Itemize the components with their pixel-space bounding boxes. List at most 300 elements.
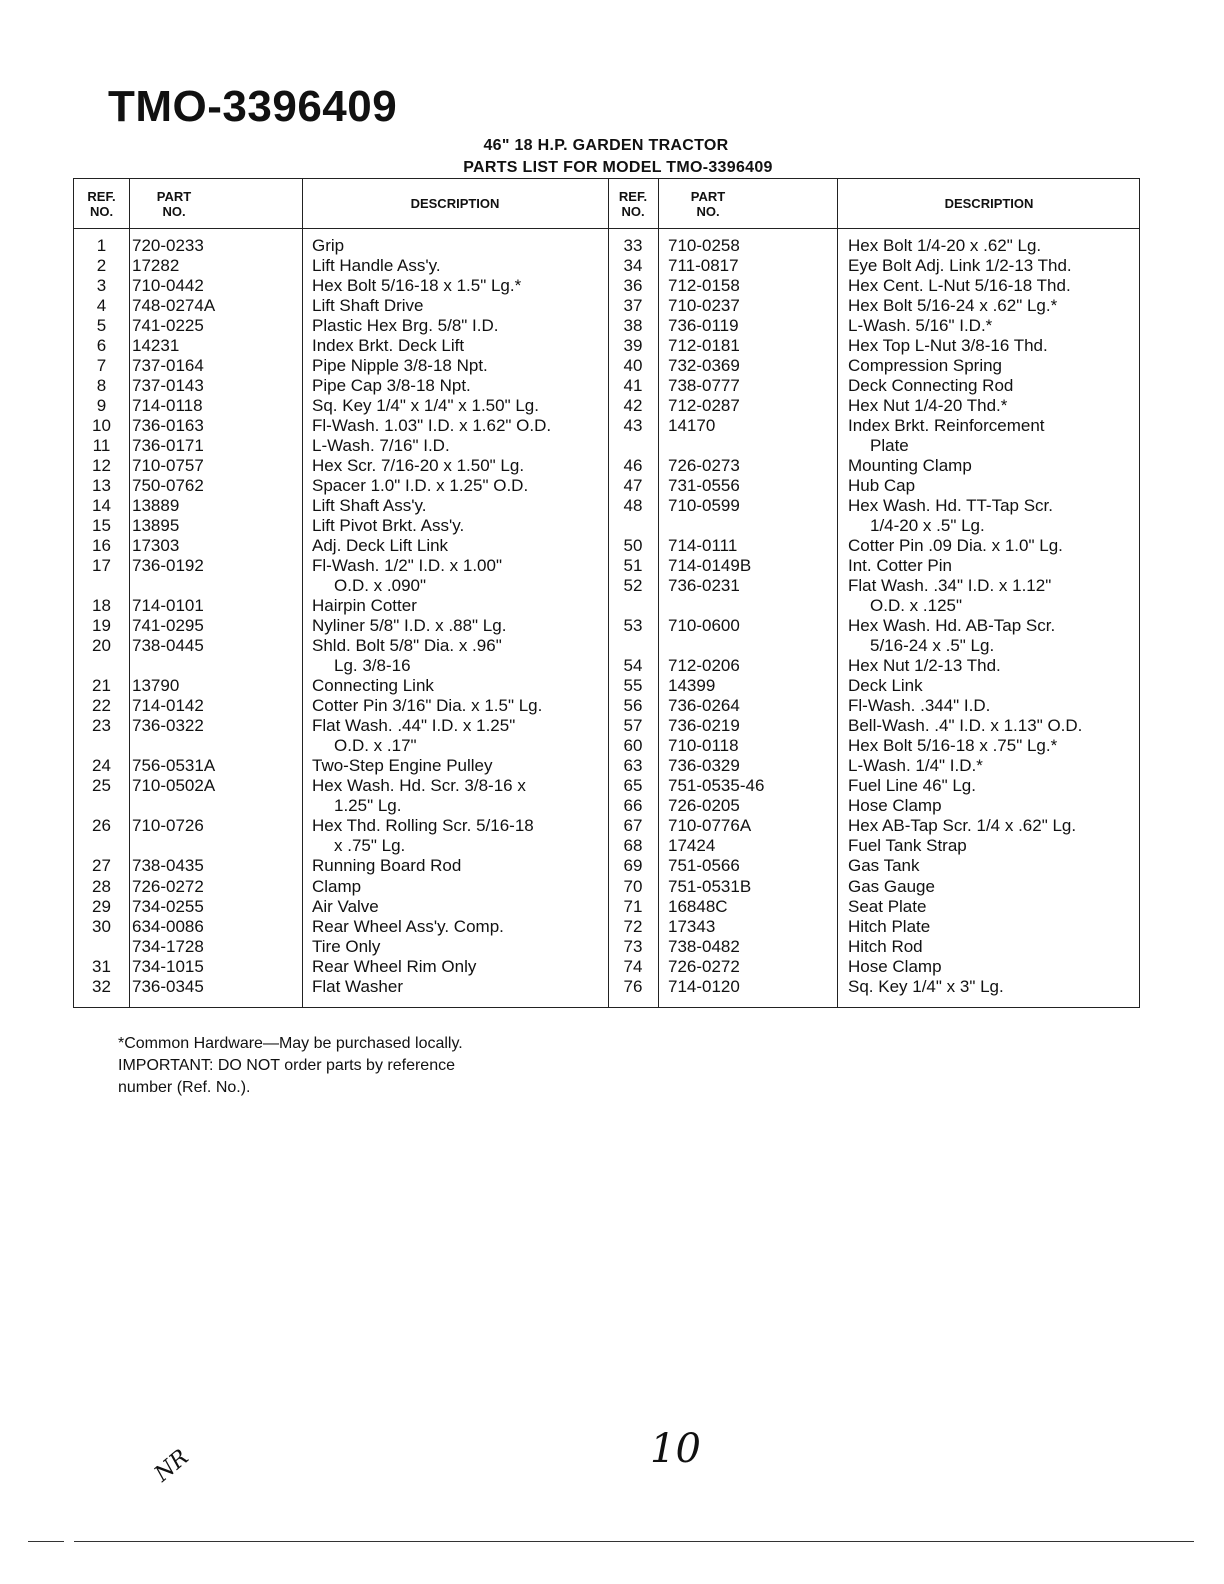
ref-number: 12: [92, 456, 111, 476]
part-description: Hitch Rod: [848, 936, 923, 956]
ref-number: 11: [92, 436, 111, 456]
ref-number: 27: [92, 856, 111, 876]
part-description: Lift Pivot Brkt. Ass'y.: [312, 516, 465, 536]
ref-number: 50: [623, 536, 643, 556]
part-number: 17303: [132, 536, 180, 556]
part-description: Gas Gauge: [848, 876, 935, 896]
right-parts-column: [608, 236, 1141, 997]
ref-number: 18: [92, 596, 111, 616]
part-description: Hex Scr. 7/16-20 x 1.50" Lg.: [312, 456, 525, 476]
table-row: [608, 776, 1141, 796]
page-number: 10: [650, 1426, 701, 1472]
part-description: Cotter Pin .09 Dia. x 1.0" Lg.: [848, 536, 1063, 556]
part-description: Deck Link: [848, 676, 923, 696]
ref-number: 34: [623, 256, 643, 276]
part-number: 13790: [132, 676, 180, 696]
table-row: [608, 476, 1141, 496]
part-description: Hitch Plate: [848, 916, 931, 936]
table-row: [74, 917, 608, 937]
bottom-rule: [28, 1541, 64, 1542]
table-row: [608, 416, 1141, 436]
ref-number: 4: [96, 296, 107, 316]
part-number: 14399: [668, 676, 716, 696]
part-description: Flat Wash. .34" I.D. x 1.12": [848, 576, 1052, 596]
table-row: [608, 977, 1141, 997]
table-row: [608, 917, 1141, 937]
table-row: [74, 536, 608, 556]
table-row: [608, 236, 1141, 256]
part-number: 17343: [668, 916, 716, 936]
table-row: [608, 676, 1141, 696]
ref-number: 32: [92, 976, 111, 996]
ref-number: 55: [623, 676, 643, 696]
table-row: [74, 416, 608, 436]
table-row: [608, 937, 1141, 957]
table-row: [608, 356, 1141, 376]
table-row: [74, 937, 608, 957]
part-description: Flat Washer: [312, 976, 404, 996]
part-description: Compression Spring: [848, 356, 1003, 376]
part-description: Hex Nut 1/2-13 Thd.: [848, 656, 1001, 676]
ref-number: 66: [623, 796, 643, 816]
ref-number: 8: [96, 376, 107, 396]
table-row: [608, 516, 1141, 536]
header-ref-no: REF. NO.: [618, 188, 648, 219]
table-row: [608, 436, 1141, 456]
part-number: 751-0531B: [668, 876, 752, 896]
part-number: 736-0171: [132, 436, 204, 456]
ref-number: 33: [623, 236, 643, 255]
ref-number: 65: [623, 776, 643, 796]
table-row: [74, 376, 608, 396]
part-number: 741-0225: [132, 316, 204, 336]
part-description: Flat Wash. .44" I.D. x 1.25": [312, 716, 516, 736]
part-description: Hex Bolt 5/16-18 x .75" Lg.*: [848, 736, 1058, 756]
ref-number: 1: [96, 236, 107, 255]
bottom-rule: [74, 1541, 1194, 1542]
table-row: [74, 296, 608, 316]
header-description: DESCRIPTION: [410, 196, 500, 211]
part-number: 714-0111: [668, 536, 738, 556]
part-number: 714-0149B: [668, 556, 752, 576]
part-description: Hose Clamp: [848, 956, 942, 976]
ref-number: 25: [92, 776, 111, 796]
ref-number: 40: [623, 356, 643, 376]
table-row: [608, 556, 1141, 576]
part-description: Shld. Bolt 5/8" Dia. x .96": [312, 636, 502, 656]
document-subtitle: 46" 18 H.P. GARDEN TRACTOR: [483, 137, 729, 154]
ref-number: 74: [623, 956, 643, 976]
header-part-no: PART NO.: [156, 188, 192, 219]
part-description-continued: 1/4-20 x .5" Lg.: [870, 516, 985, 536]
part-number: 714-0142: [132, 696, 204, 716]
table-row: [74, 396, 608, 416]
part-number: 714-0118: [132, 396, 203, 416]
ref-number: 15: [92, 516, 111, 536]
part-description: Two-Step Engine Pulley: [312, 756, 493, 776]
footnote-common-hardware: *Common Hardware—May be purchased locally.: [118, 1035, 463, 1052]
part-description: Hose Clamp: [848, 796, 942, 816]
footnote-important: IMPORTANT: DO NOT order parts by reference: [118, 1057, 455, 1074]
part-number: 736-0329: [668, 756, 740, 776]
part-description: L-Wash. 7/16" I.D.: [312, 436, 450, 456]
part-description: Cotter Pin 3/16" Dia. x 1.5" Lg.: [312, 696, 543, 716]
part-description: Bell-Wash. .4" I.D. x 1.13" O.D.: [848, 716, 1083, 736]
ref-number: 21: [92, 676, 111, 696]
part-number: 751-0535-46: [668, 776, 765, 796]
part-number: 734-0255: [132, 896, 204, 916]
table-row: [74, 336, 608, 356]
ref-number: 19: [92, 616, 111, 636]
ref-number: 22: [92, 696, 111, 716]
part-description: Sq. Key 1/4" x 1/4" x 1.50" Lg.: [312, 396, 539, 416]
table-row: [74, 516, 608, 536]
table-row: [74, 676, 608, 696]
table-row: [608, 736, 1141, 756]
part-number: 712-0206: [668, 656, 740, 676]
table-row: [608, 696, 1141, 716]
table-row: [608, 856, 1141, 876]
table-row: [608, 716, 1141, 736]
part-description-continued: Plate: [870, 436, 909, 456]
ref-number: 24: [92, 756, 111, 776]
part-number: 17282: [132, 256, 180, 276]
part-description: Spacer 1.0" I.D. x 1.25" O.D.: [312, 476, 529, 496]
part-number: 738-0482: [668, 936, 740, 956]
table-row: [74, 436, 608, 456]
ref-number: 5: [96, 316, 107, 336]
part-number: 737-0164: [132, 356, 204, 376]
table-row: [74, 836, 608, 856]
part-description: Hex Wash. Hd. Scr. 3/8-16 x: [312, 776, 526, 796]
table-row: [608, 316, 1141, 336]
part-description: Index Brkt. Deck Lift: [312, 336, 465, 356]
part-description: Clamp: [312, 876, 362, 896]
part-description: Nyliner 5/8" I.D. x .88" Lg.: [312, 616, 507, 636]
part-description: Rear Wheel Rim Only: [312, 956, 477, 976]
part-number: 726-0205: [668, 796, 740, 816]
table-row: [74, 636, 608, 656]
ref-number: 68: [623, 836, 643, 856]
table-row: [608, 576, 1141, 596]
ref-number: 47: [623, 476, 643, 496]
ref-number: 39: [623, 336, 643, 356]
header-description: DESCRIPTION: [944, 196, 1034, 211]
ref-number: 9: [96, 396, 107, 416]
part-number: 720-0233: [132, 236, 204, 255]
table-row: [608, 636, 1141, 656]
ref-number: 54: [623, 656, 643, 676]
part-number: 736-0119: [668, 316, 739, 336]
ref-number: 20: [92, 636, 111, 656]
part-number: 736-0163: [132, 416, 204, 436]
part-number: 738-0445: [132, 636, 204, 656]
table-row: [608, 957, 1141, 977]
table-row: [74, 796, 608, 816]
part-description: Rear Wheel Ass'y. Comp.: [312, 916, 504, 936]
ref-number: 10: [92, 416, 111, 436]
part-number: 736-0231: [668, 576, 740, 596]
part-number: 711-0817: [668, 256, 739, 276]
part-number: 736-0345: [132, 976, 204, 996]
table-row: [608, 376, 1141, 396]
table-row: [74, 897, 608, 917]
part-number: 710-0599: [668, 496, 740, 516]
ref-number: 57: [623, 716, 643, 736]
table-row: [74, 616, 608, 636]
table-row: [74, 316, 608, 336]
table-row: [608, 276, 1141, 296]
part-description-continued: O.D. x .125": [870, 596, 963, 616]
table-row: [608, 796, 1141, 816]
part-number: 726-0272: [668, 956, 740, 976]
ref-number: 6: [96, 336, 107, 356]
part-description: Hex Cent. L-Nut 5/16-18 Thd.: [848, 276, 1071, 296]
table-row: [608, 877, 1141, 897]
header-ref-no: REF. NO.: [87, 188, 116, 219]
ref-number: 26: [92, 816, 111, 836]
part-description: Fuel Tank Strap: [848, 836, 967, 856]
part-description: Index Brkt. Reinforcement: [848, 416, 1045, 436]
table-row: [74, 456, 608, 476]
table-row: [608, 456, 1141, 476]
ref-number: 3: [96, 276, 107, 296]
part-description: Hex Top L-Nut 3/8-16 Thd.: [848, 336, 1048, 356]
part-description-continued: 1.25" Lg.: [334, 796, 402, 816]
table-row: [74, 256, 608, 276]
part-description: Lift Shaft Drive: [312, 296, 424, 316]
ref-number: 17: [92, 556, 111, 576]
ref-number: 7: [96, 356, 107, 376]
part-number: 710-0757: [132, 456, 204, 476]
table-row: [608, 897, 1141, 917]
part-number: 13895: [132, 516, 180, 536]
part-description: Hex Bolt 5/16-18 x 1.5" Lg.*: [312, 276, 522, 296]
part-number: 732-0369: [668, 356, 740, 376]
part-number: 750-0762: [132, 476, 204, 496]
ref-number: 56: [623, 696, 643, 716]
part-description: Seat Plate: [848, 896, 927, 916]
part-number: 748-0274A: [132, 296, 216, 316]
part-number: 756-0531A: [132, 756, 216, 776]
part-number: 741-0295: [132, 616, 204, 636]
ref-number: 46: [623, 456, 643, 476]
part-number: 738-0435: [132, 856, 204, 876]
part-description: Grip: [312, 236, 345, 255]
ref-number: 16: [92, 536, 111, 556]
part-number: 710-0502A: [132, 776, 216, 796]
ref-number: 63: [623, 756, 643, 776]
part-description: Fl-Wash. 1.03" I.D. x 1.62" O.D.: [312, 416, 552, 436]
part-number: 734-1728: [132, 936, 204, 956]
part-description: L-Wash. 5/16" I.D.*: [848, 316, 993, 336]
part-number: 14231: [132, 336, 180, 356]
table-row: [74, 756, 608, 776]
part-description-continued: 5/16-24 x .5" Lg.: [870, 636, 995, 656]
handwritten-initials: NR: [150, 1444, 194, 1488]
part-description: Tire Only: [312, 936, 381, 956]
table-row: [74, 556, 608, 576]
part-number: 712-0158: [668, 276, 740, 296]
table-row: [608, 836, 1141, 856]
ref-number: 23: [92, 716, 111, 736]
part-number: 726-0273: [668, 456, 740, 476]
table-row: [74, 356, 608, 376]
footnote-important-cont: number (Ref. No.).: [118, 1079, 251, 1096]
ref-number: 70: [623, 876, 643, 896]
part-description: Mounting Clamp: [848, 456, 972, 476]
table-row: [608, 336, 1141, 356]
part-description: Hex Thd. Rolling Scr. 5/16-18: [312, 816, 534, 836]
table-row: [608, 296, 1141, 316]
part-number: 710-0600: [668, 616, 740, 636]
header-part-no: PART NO.: [690, 188, 726, 219]
part-description: Hex Nut 1/4-20 Thd.*: [848, 396, 1008, 416]
part-description: Hex Bolt 5/16-24 x .62" Lg.*: [848, 296, 1058, 316]
part-description-continued: x .75" Lg.: [334, 836, 406, 856]
part-description: Eye Bolt Adj. Link 1/2-13 Thd.: [848, 256, 1072, 276]
part-number: 634-0086: [132, 916, 204, 936]
ref-number: 30: [92, 916, 111, 936]
part-number: 17424: [668, 836, 716, 856]
part-number: 710-0258: [668, 236, 740, 255]
part-description: Hex Bolt 1/4-20 x .62" Lg.: [848, 236, 1042, 255]
part-number: 710-0442: [132, 276, 204, 296]
ref-number: 36: [623, 276, 643, 296]
ref-number: 67: [623, 816, 643, 836]
part-description: Fl-Wash. 1/2" I.D. x 1.00": [312, 556, 502, 576]
table-row: [74, 576, 608, 596]
part-description: Fuel Line 46" Lg.: [848, 776, 976, 796]
model-title: TMO-3396409: [108, 82, 398, 131]
part-number: 751-0566: [668, 856, 740, 876]
ref-number: 52: [623, 576, 643, 596]
table-row: [608, 756, 1141, 776]
part-description: Hex AB-Tap Scr. 1/4 x .62" Lg.: [848, 816, 1077, 836]
ref-number: 13: [92, 476, 111, 496]
table-row: [74, 856, 608, 876]
table-row: [74, 736, 608, 756]
ref-number: 43: [623, 416, 643, 436]
table-row: [608, 596, 1141, 616]
part-description-continued: O.D. x .090": [334, 576, 427, 596]
part-number: 710-0237: [668, 296, 740, 316]
table-row: [74, 596, 608, 616]
table-row: [74, 957, 608, 977]
part-description: Hairpin Cotter: [312, 596, 417, 616]
table-row: [74, 476, 608, 496]
part-description: Pipe Cap 3/8-18 Npt.: [312, 376, 471, 396]
part-number: 737-0143: [132, 376, 204, 396]
table-row: [74, 496, 608, 516]
part-number: 736-0264: [668, 696, 740, 716]
part-description-continued: Lg. 3/8-16: [334, 656, 411, 676]
ref-number: 51: [623, 556, 643, 576]
part-number: 710-0726: [132, 816, 204, 836]
part-number: 738-0777: [668, 376, 740, 396]
part-description: Deck Connecting Rod: [848, 376, 1014, 396]
part-number: 736-0219: [668, 716, 740, 736]
part-number: 712-0287: [668, 396, 740, 416]
table-row: [74, 716, 608, 736]
parts-table: [73, 178, 1140, 1008]
ref-number: 48: [623, 496, 643, 516]
table-row: [608, 536, 1141, 556]
part-description-continued: O.D. x .17": [334, 736, 417, 756]
part-description: Air Valve: [312, 896, 379, 916]
part-description: Pipe Nipple 3/8-18 Npt.: [312, 356, 488, 376]
ref-number: 28: [92, 876, 111, 896]
part-description: L-Wash. 1/4" I.D.*: [848, 756, 983, 776]
part-number: 734-1015: [132, 956, 204, 976]
part-description: Fl-Wash. .344" I.D.: [848, 696, 991, 716]
part-number: 710-0776A: [668, 816, 752, 836]
part-description: Hub Cap: [848, 476, 916, 496]
part-number: 714-0120: [668, 976, 740, 996]
part-description: Gas Tank: [848, 856, 920, 876]
ref-number: 29: [92, 896, 111, 916]
table-row: [608, 616, 1141, 636]
table-row: [608, 816, 1141, 836]
ref-number: 42: [623, 396, 643, 416]
part-number: 714-0101: [132, 596, 204, 616]
table-row: [608, 256, 1141, 276]
part-description: Hex Wash. Hd. TT-Tap Scr.: [848, 496, 1054, 516]
part-description: Lift Handle Ass'y.: [312, 256, 441, 276]
part-description: Adj. Deck Lift Link: [312, 536, 449, 556]
ref-number: 14: [92, 496, 111, 516]
ref-number: 31: [92, 956, 111, 976]
part-description: Hex Wash. Hd. AB-Tap Scr.: [848, 616, 1056, 636]
table-row: [608, 496, 1141, 516]
part-description: Running Board Rod: [312, 856, 462, 876]
ref-number: 2: [96, 256, 107, 276]
footnote: [118, 1033, 463, 1099]
part-number: 736-0192: [132, 556, 204, 576]
ref-number: 72: [623, 916, 643, 936]
part-number: 13889: [132, 496, 180, 516]
table-row: [74, 816, 608, 836]
ref-number: 53: [623, 616, 643, 636]
part-number: 726-0272: [132, 876, 204, 896]
part-number: 712-0181: [668, 336, 740, 356]
part-description: Connecting Link: [312, 676, 434, 696]
ref-number: 69: [623, 856, 643, 876]
ref-number: 37: [623, 296, 643, 316]
part-number: 736-0322: [132, 716, 204, 736]
table-row: [74, 696, 608, 716]
ref-number: 71: [623, 896, 643, 916]
table-row: [74, 776, 608, 796]
table-row: [608, 656, 1141, 676]
ref-number: 38: [623, 316, 643, 336]
table-row: [74, 877, 608, 897]
part-description: Int. Cotter Pin: [848, 556, 952, 576]
table-row: [74, 656, 608, 676]
ref-number: 41: [623, 376, 643, 396]
part-number: 710-0118: [668, 736, 739, 756]
ref-number: 60: [623, 736, 643, 756]
ref-number: 73: [623, 936, 643, 956]
part-description: Plastic Hex Brg. 5/8" I.D.: [312, 316, 499, 336]
table-row: [74, 236, 608, 256]
parts-list-heading: PARTS LIST FOR MODEL TMO-3396409: [463, 159, 773, 176]
table-row: [608, 396, 1141, 416]
ref-number: 76: [623, 976, 643, 996]
table-row: [74, 276, 608, 296]
table-row: [74, 977, 608, 997]
part-description: Lift Shaft Ass'y.: [312, 496, 427, 516]
